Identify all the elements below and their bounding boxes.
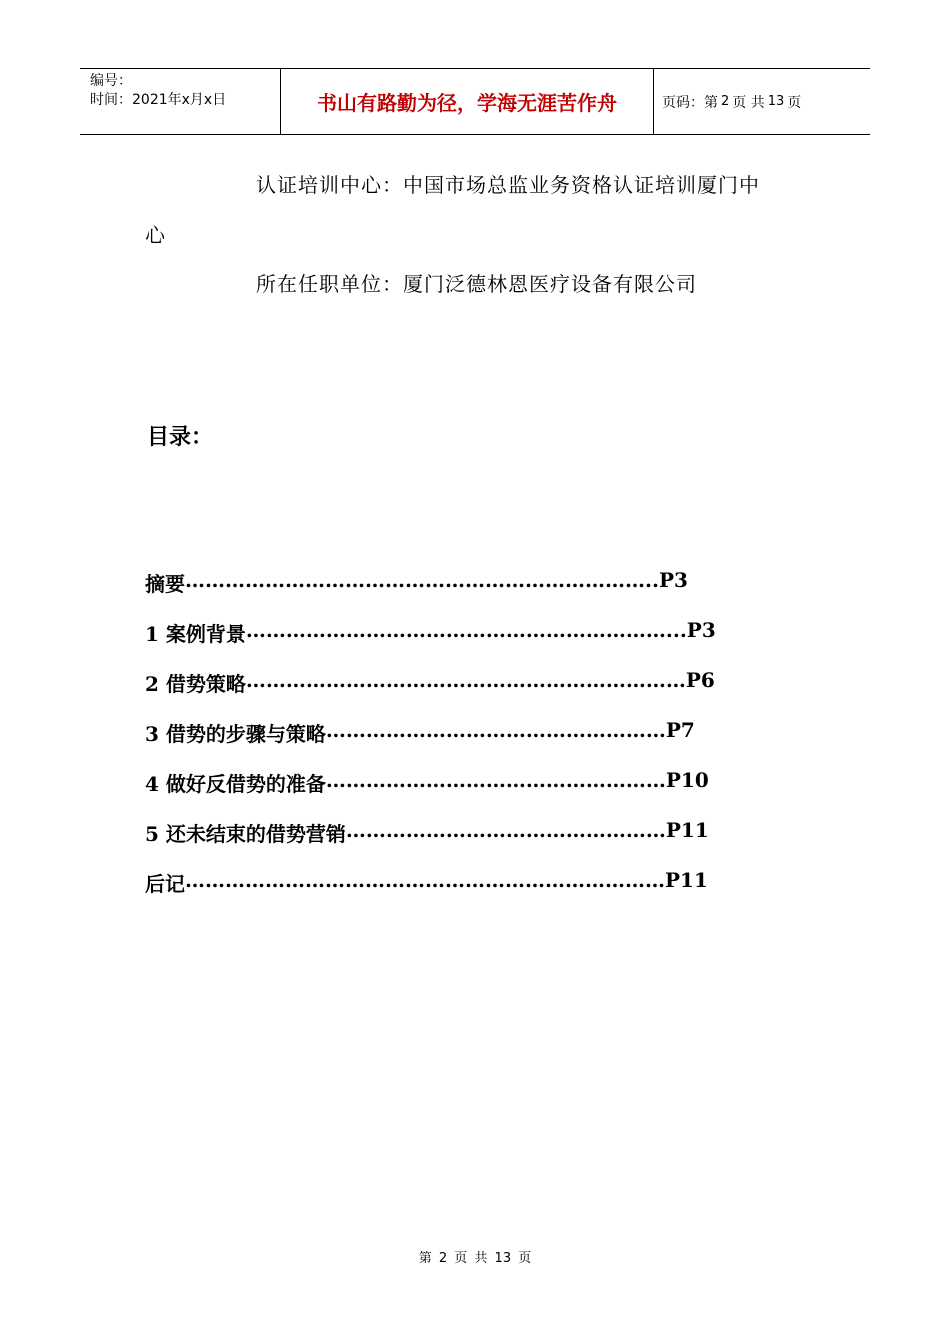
page-suffix: 页 (787, 94, 802, 111)
toc-entry-label: 5 还未结束的借势营销 (145, 822, 346, 846)
toc-entry-page: P11 (665, 818, 709, 842)
serial-label: 编号： (90, 73, 132, 89)
table-of-contents (145, 568, 785, 918)
toc-entry[interactable] (145, 568, 785, 618)
page-mid: 页 共 (732, 94, 765, 111)
toc-entry[interactable] (145, 718, 785, 768)
toc-entry-page: P11 (665, 868, 708, 892)
toc-entry-page: P10 (665, 768, 709, 792)
toc-entry-label: 后记 (145, 872, 185, 896)
page-current: 2 (721, 94, 730, 109)
toc-entry-label: 1 案例背景 (145, 622, 246, 646)
toc-entry[interactable] (145, 818, 785, 868)
time-label: 时间：2021年x月x日 (90, 92, 227, 108)
toc-entry[interactable] (145, 868, 785, 918)
certification-center-line-wrap: 心 (145, 223, 166, 247)
toc-entry-leader: …………………………………………… (325, 718, 666, 742)
toc-entry-label: 3 借势的步骤与策略 (145, 722, 326, 746)
toc-entry-page: P3 (658, 568, 688, 592)
page-header (80, 68, 870, 135)
toc-entry-leader: ………………………………………………………… (245, 668, 686, 692)
header-page-number (654, 69, 870, 134)
toc-title: 目录： (147, 424, 214, 450)
toc-entry-page: P6 (685, 668, 715, 692)
page-total: 13 (767, 94, 785, 109)
header-motto: 书山有路勤为径，学海无涯苦作舟 (281, 69, 654, 134)
toc-entry-label: 2 借势策略 (145, 672, 246, 696)
toc-entry-leader: …………………………………………………………….. (185, 568, 659, 592)
employer-line: 所在任职单位：厦门泛德林恩医疗设备有限公司 (256, 272, 697, 296)
toc-entry-leader: ……………………………………………………………… (185, 868, 665, 892)
toc-entry[interactable] (145, 768, 785, 818)
toc-entry-label: 摘要 (145, 572, 185, 596)
header-meta (80, 69, 281, 134)
page-footer: 第 2 页 共 13 页 (418, 1251, 532, 1266)
toc-entry-leader: ………………………………………………………... (245, 618, 687, 642)
toc-entry-page: P3 (686, 618, 716, 642)
certification-center-line: 认证培训中心：中国市场总监业务资格认证培训厦门中 (256, 173, 760, 197)
toc-entry-leader: …………………………………………… (325, 768, 666, 792)
toc-entry-leader: ………………………………………… (345, 818, 666, 842)
toc-entry[interactable] (145, 618, 785, 668)
toc-entry[interactable] (145, 668, 785, 718)
page-prefix: 页码：第 (662, 94, 718, 111)
toc-entry-label: 4 做好反借势的准备 (145, 772, 326, 796)
toc-entry-page: P7 (665, 718, 695, 742)
